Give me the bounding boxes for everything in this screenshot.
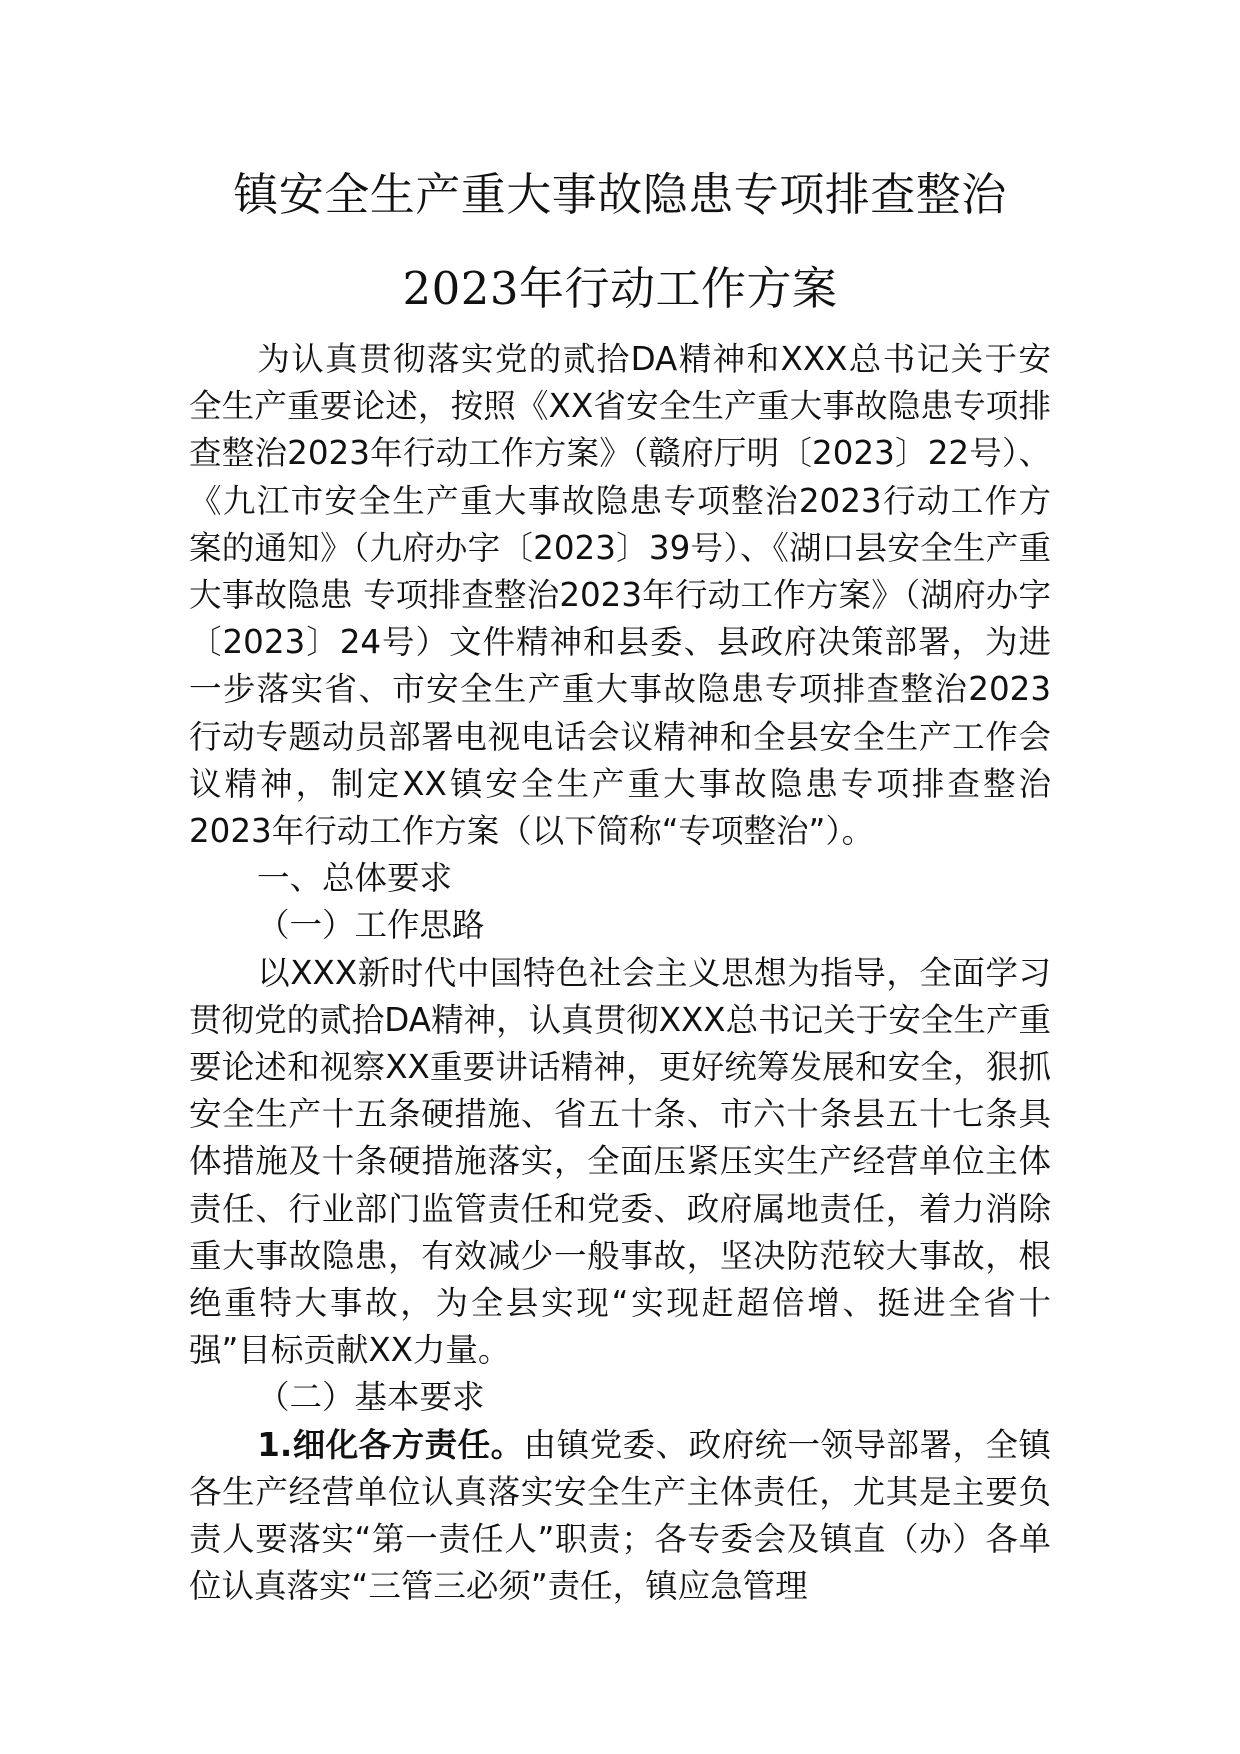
section-heading-overall-requirements: 一、总体要求 (257, 859, 453, 898)
requirement-item-1-title: 1.细化各方责任。 (257, 1425, 524, 1464)
work-approach-paragraph: 以XXX新时代中国特色社会主义思想为指导，全面学习贯彻党的贰拾DA精神，认真贯彻XXX总书记关于安全生产重要论述和视察XX重要讲话精神，更好统筹发展和安全，狠抓安全生产十五条硬措施、省五十条、市六十条县五十七条具体措施及十条硬措施落实，全面压紧压实生产经营单位主体责任、行业部门监管责任和党委、政府属地责任，着力消除重大事故隐患，有效减少一般事故，坚决防范较大事故，根绝重特大事故，为全县实现“实现赶超倍增、挺进全省十强”目标贡献XX力量。 (189, 953, 1051, 1370)
requirement-item-1 (189, 1422, 1051, 1611)
requirement-item-1-text: 由镇党委、政府统一领导部署，全镇各生产经营单位认真落实安全生产主体责任，尤其是主要负责人要落实“第一责任人”职责；各专委会及镇直（办）各单位认真落实“三管三必须”责任，镇应急管理 (189, 1425, 1051, 1606)
document-title-line-2: 2023年行动工作方案 (402, 262, 838, 315)
subsection-heading-basic-requirements: （二）基本要求 (257, 1378, 485, 1417)
intro-paragraph: 为认真贯彻落实党的贰拾DA精神和XXX总书记关于安全生产重要论述，按照《XX省安全生产重大事故隐患专项排查整治2023年行动工作方案》（赣府厅明〔2023〕22号）、《九江市安全生产重大事故隐患专项整治2023行动工作方案的通知》（九府办字〔2023〕39号）、《湖口县安全生产重大事故隐患 专项排查整治2023年行动工作方案》（湖府办字〔2023〕24号）文件精神和县委、县政府决策部署，为进一步落实省、市安全生产重大事故隐患专项排查整治2023行动专题动员部署电视电话会议精神和全县安全生产工作会议精神，制定XX镇安全生产重大事故隐患专项排查整治2023年行动工作方案（以下简称“专项整治”）。 (189, 340, 1051, 851)
document-title-line-1: 镇安全生产重大事故隐患专项排查整治 (233, 168, 1007, 221)
subsection-heading-work-approach: （一）工作思路 (257, 906, 485, 945)
document-body (189, 336, 1051, 1610)
